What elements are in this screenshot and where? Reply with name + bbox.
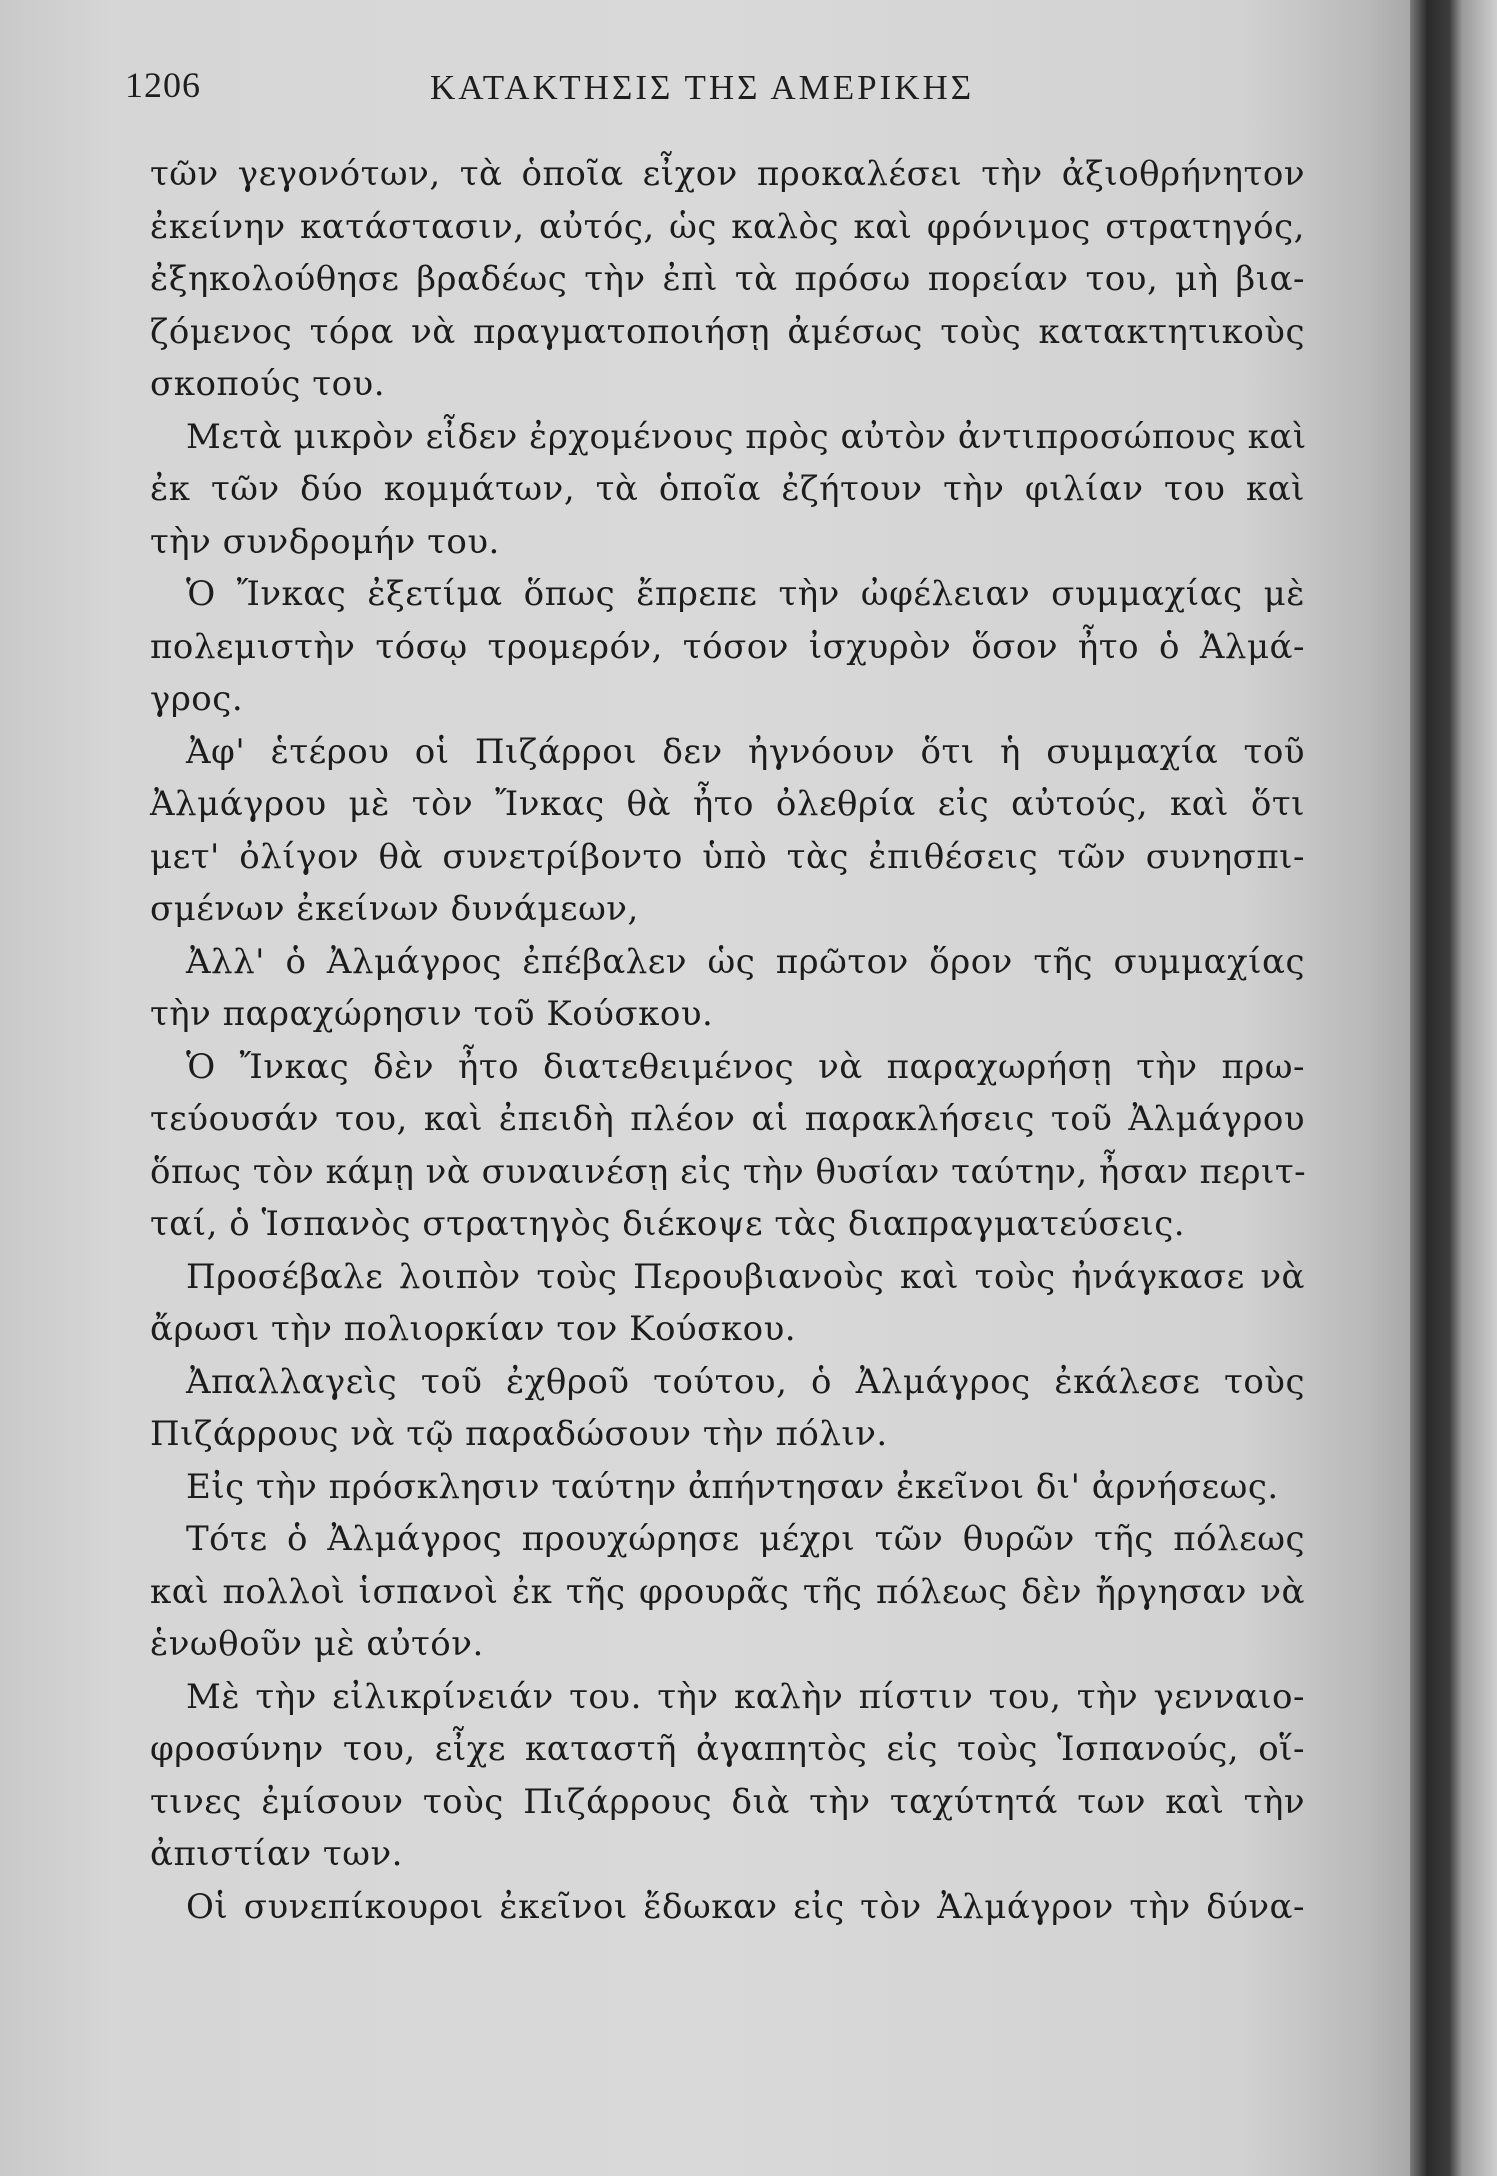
text-line: Εἰς τὴν πρόσκλησιν ταύτην ἀπήντησαν ἐκεῖνοι δι' ἀρνήσεως. [186, 1466, 1279, 1507]
text-line: σμένων ἐκείνων δυνάμεων, [150, 889, 639, 929]
text-line: Πιζάρρους νὰ τῷ παραδώσουν τὴν πόλιν. [150, 1414, 888, 1454]
text-line: Ἀφ' ἑτέρου οἱ Πιζάρροι δεν ἠγνόουν ὅτι ἡ συμμαχία τοῦ [186, 731, 1305, 772]
text-line: Μὲ τὴν εἰλικρίνειάν του. τὴν καλὴν πίστιν του, τὴν γενναιο- [186, 1676, 1305, 1717]
text-line: ἐκ τῶν δύο κομμάτων, τὰ ὁποῖα ἐζήτουν τὴν φιλίαν του καὶ [150, 469, 1305, 509]
text-line: Ἀπαλλαγεὶς τοῦ ἐχθροῦ τούτου, ὁ Ἀλμάγρος ἐκάλεσε τοὺς [186, 1361, 1305, 1402]
text-line: ὅπως τὸν κάμῃ νὰ συναινέσῃ εἰς τὴν θυσίαν ταύτην, ἦσαν περιτ- [150, 1151, 1307, 1192]
text-line: ταί, ὁ Ἱσπανὸς στρατηγὸς διέκοψε τὰς διαπραγματεύσεις. [150, 1204, 1186, 1244]
text-line: φροσύνην του, εἶχε καταστῆ ἀγαπητὸς εἰς τοὺς Ἱσπανούς, οἵ- [150, 1729, 1305, 1769]
text-line: Ἀλλ' ὁ Ἀλμάγρος ἐπέβαλεν ὡς πρῶτον ὅρον τῆς συμμαχίας [186, 941, 1305, 982]
text-line: τῶν γεγονότων, τὰ ὁποῖα εἶχον προκαλέσει τὴν ἀξιοθρήνητον [150, 154, 1305, 194]
text-line: Τότε ὁ Ἀλμάγρος προυχώρησε μέχρι τῶν θυρῶν τῆς πόλεως [186, 1519, 1305, 1559]
text-line: ἀπιστίαν των. [150, 1834, 403, 1874]
text-line: ζόμενος τόρα νὰ πραγματοποιήσῃ ἀμέσως τοὺς κατακτητικοὺς [150, 311, 1305, 352]
text-line: τινες ἐμίσουν τοὺς Πιζάρρους διὰ τὴν ταχύτητά των καὶ τὴν [150, 1781, 1305, 1822]
text-line: τεύουσάν του, καὶ ἐπειδὴ πλέον αἱ παρακλήσεις τοῦ Ἀλμάγρου [150, 1099, 1305, 1139]
text-line: ἐκείνην κατάστασιν, αὐτός, ὡς καλὸς καὶ φρόνιμος στρατηγός, [150, 206, 1305, 247]
text-line: ἐξηκολούθησε βραδέως τὴν ἐπὶ τὰ πρόσω πορείαν του, μὴ βια- [150, 259, 1305, 299]
running-title: ΚΑΤΑΚΤΗΣΙΣ ΤΗΣ ΑΜΕΡΙΚΗΣ [430, 68, 975, 107]
book-binding-shadow [1410, 0, 1497, 2176]
text-line: Ὁ Ἴνκας ἐξετίμα ὅπως ἔπρεπε τὴν ὠφέλειαν συμμαχίας μὲ [186, 574, 1305, 614]
text-line: Μετὰ μικρὸν εἶδεν ἐρχομένους πρὸς αὐτὸν ἀντιπροσώπους καὶ [186, 416, 1307, 457]
text-line: Οἱ συνεπίκουροι ἐκεῖνοι ἔδωκαν εἰς τὸν Ἀλμάγρον τὴν δύνα- [186, 1886, 1305, 1927]
text-line: Προσέβαλε λοιπὸν τοὺς Περουβιανοὺς καὶ τοὺς ἠνάγκασε νὰ [186, 1256, 1305, 1297]
text-line: σκοπούς του. [150, 364, 386, 404]
page-header [0, 64, 1410, 124]
text-line: καὶ πολλοὶ ἱσπανοὶ ἐκ τῆς φρουρᾶς τῆς πόλεως δὲν ἤργησαν νὰ [150, 1571, 1305, 1612]
text-line: Ὁ Ἴνκας δὲν ἦτο διατεθειμένος νὰ παραχωρήσῃ τὴν πρω- [186, 1046, 1305, 1087]
text-line: τὴν παραχώρησιν τοῦ Κούσκου. [150, 994, 714, 1034]
text-line: ἑνωθοῦν μὲ αὐτόν. [150, 1624, 484, 1664]
text-line: πολεμιστὴν τόσῳ τρομερόν, τόσον ἰσχυρὸν ὅσον ἦτο ὁ Ἀλμά- [150, 626, 1305, 667]
text-line: τὴν συνδρομήν του. [150, 521, 500, 562]
text-line: μετ' ὀλίγον θὰ συνετρίβοντο ὑπὸ τὰς ἐπιθέσεις τῶν συνησπι- [150, 836, 1305, 877]
text-line: γρος. [150, 679, 244, 719]
text-line: Ἀλμάγρου μὲ τὸν Ἴνκας θὰ ἦτο ὀλεθρία εἰς αὐτούς, καὶ ὅτι [150, 784, 1305, 824]
page-number: 1206 [125, 65, 201, 105]
text-line: ἄρωσι τὴν πολιορκίαν τον Κούσκου. [150, 1309, 797, 1349]
body-text [150, 148, 1305, 1933]
